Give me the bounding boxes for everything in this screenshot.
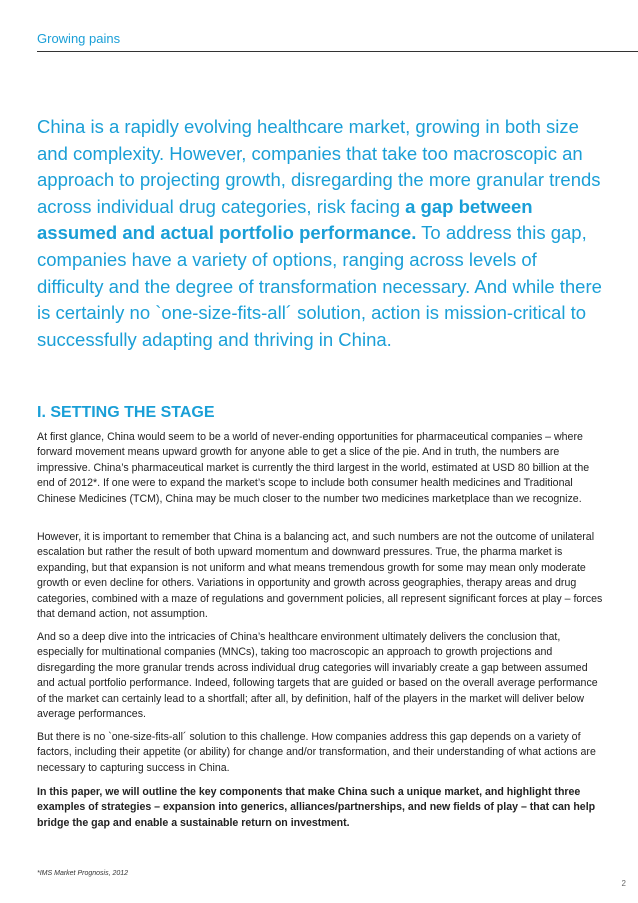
body-paragraph-4 [37,730,603,776]
footnote: *IMS Market Prognosis, 2012 [37,870,129,877]
paragraph-text: At first glance, China would seem to be a world of never-ending opportunities for pharmaceutical companies – where forward movement means upward growth for anyone able to get a slice of the pie. And in truth, the numbers are impressive. China’s pharmaceutical market is currently the third largest in the world, estimated at USD 80 billion at the end of 2012*. If one were to expand the market’s scope to include both consumer health medicines and Traditional Chinese Medicines (TCM), China may be much closer to the number two medicines marketplace than we recognize. [37,431,590,505]
paragraph-text: And so a deep dive into the intricacies of China’s healthcare environment ultimately delivers the conclusion that, especially for multinational companies (MNCs), taking too macroscopic an approach to growth projections and disregarding the more granular trends across individual drug categories will invariably create a gap between assumed and actual portfolio performance. Indeed, following targets that are guided or based on the overall average performance of the market can certainly lead to a shortfall; after all, by definition, half of the players in the market will deliver below average performances. [37,631,598,721]
body-paragraph-1 [37,430,603,507]
running-header: Growing pains [37,31,121,46]
paragraph-text: But there is no `one-size-fits-all´ solution to this challenge. How companies address this gap depends on a variety of factors, including their appetite (or ability) for change and/or transformation, and their understanding of what actions are necessary to capturing success in China. [37,731,596,774]
body-paragraph-3 [37,630,603,722]
body-paragraph-5 [37,785,603,831]
intro-highlight: a gap between assumed and actual portfolio performance. [37,195,533,244]
intro-text-part2: To address this gap, companies have a variety of options, ranging across levels of difficulty and the degree of transformation necessary. And while there is certainly no `one-size-fits-all´ solution, action is mission-critical to successfully adapting and thriving in China. [37,222,602,350]
paragraph-text: In this paper, we will outline the key components that make China such a unique market, and highlight three examples of strategies – expansion into generics, alliances/partnerships, and new fields of play – that can help bridge the gap and enable a sustainable return on investment. [37,786,596,829]
section-title: I. SETTING THE STAGE [37,404,215,421]
intro-statement [37,114,607,353]
page-number: 2 [621,879,626,888]
intro-text-part1: China is a rapidly evolving healthcare market, growing in both size and complexity. However, companies that take too macroscopic an approach to projecting growth, disregarding the more granular trends across individual drug categories, risk facing [37,116,601,217]
header-divider [37,51,638,52]
paragraph-text: However, it is important to remember that China is a balancing act, and such numbers are not the outcome of unilateral escalation but rather the result of both upward momentum and downward pressures. True, the pharma market is expanding, but that expansion is not uniform and what means tremendous growth for some may mean only moderate growth or even decline for others. Variations in opportunity and growth across geographies, therapy areas and drug categories, combined with a maze of regulations and government policies, all represent significant forces at play – forces that demand action, not assumption. [37,531,603,621]
body-paragraph-2 [37,530,603,622]
